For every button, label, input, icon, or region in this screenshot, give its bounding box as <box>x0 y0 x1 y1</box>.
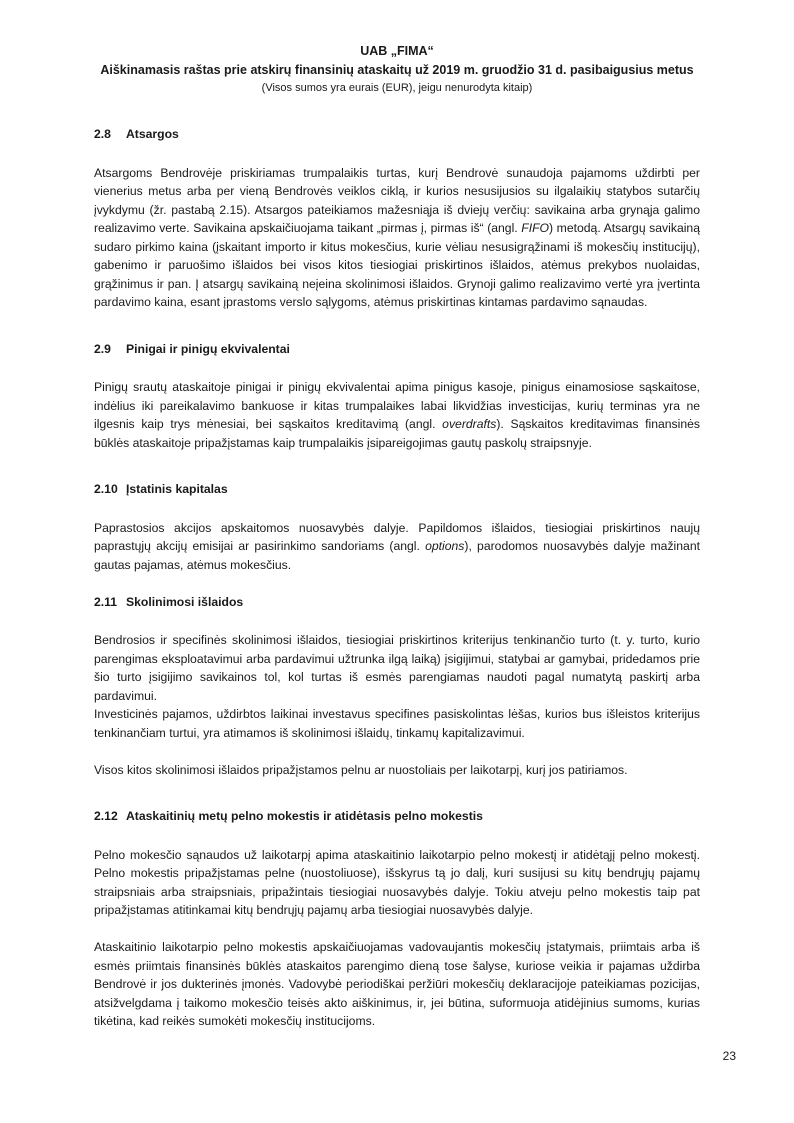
currency-note: (Visos sumos yra eurais (EUR), jeigu nenurodyta kitaip) <box>261 82 533 94</box>
page-number: 23 <box>722 1049 736 1063</box>
section-number: 2.10 <box>94 482 118 496</box>
paragraph: Pinigų srautų ataskaitoje pinigai ir pinigų ekvivalentai apima pinigus kasoje, pinigus einamosiose sąskaitose, indėlius iki pareikalavimo bankuose ir kitas trumpalaikes labai likvidžias investicijas, kurių terminas yra ne ilgesnis kaip trys mėnesiai, bei sąskaitos kreditavimą (angl. overdrafts). Sąskaitos kreditavimas finansinės būklės ataskaitoje pripažįstamas kaip trumpalaikis įsipareigojimas gautų paskolų straipsnyje. <box>94 380 701 450</box>
paragraph: Paprastosios akcijos apskaitomos nuosavybės dalyje. Papildomos išlaidos, tiesiogiai priskirtinos naujų paprastųjų akcijų emisijai ar pasirinkimo sandoriams (angl. options), parodomos nuosavybės dalyje mažinant gautas pajamas, atėmus mokesčius. <box>94 520 700 572</box>
section-heading <box>94 807 700 826</box>
section-heading <box>94 480 700 499</box>
section-heading <box>94 125 700 144</box>
section-title: Atsargos <box>126 127 179 141</box>
document-header <box>94 42 700 97</box>
section-number: 2.11 <box>94 594 118 609</box>
section-title: Įstatinis kapitalas <box>126 482 228 496</box>
paragraph: Visos kitos skolinimosi išlaidos pripažįstamos pelnu ar nuostoliais per laikotarpį, kurį jos patiriamos. <box>94 762 628 777</box>
section-heading <box>94 593 700 612</box>
paragraph: Ataskaitinio laikotarpio pelno mokestis apskaičiuojamas vadovaujantis mokesčių įstatymais, priimtais arba iš esmės priimtais finansinės būklės ataskaitos parengimo dieną tose šalyse, kuriose veikia ir pajamas uždirba Bendrovė ir jos dukterinės įmonės. Vadovybė periodiškai peržiūri mokesčių deklaracijoje pateikiamas pozicijas, atsižvelgdama į taikomo mokesčio teisės akto aiškinimus, ir, jei būtina, suformuoja atidėjinius sumoms, kurias tikėtina, kad reikės sumokėti mokesčių institucijoms. <box>94 940 700 1028</box>
sections <box>94 125 700 1031</box>
paragraph: Investicinės pajamos, uždirbtos laikinai investavus specifines pasiskolintas lėšas, kurios bus išleistos kriterijus tenkinančiam turtui, yra atimamos iš skolinimosi išlaidų, tinkamų kapitalizavimui. <box>94 707 700 740</box>
section-title: Pinigai ir pinigų ekvivalentai <box>126 341 290 356</box>
section-number: 2.12 <box>94 809 118 823</box>
section-number: 2.8 <box>94 127 111 141</box>
document-title: Aiškinamasis raštas prie atskirų finansinių ataskaitų už 2019 m. gruodžio 31 d. pasibaigusius metus <box>100 63 694 77</box>
section-heading <box>94 340 700 359</box>
section-number: 2.9 <box>94 341 111 356</box>
company-name: UAB „FIMA“ <box>360 44 434 58</box>
paragraph: Pelno mokesčio sąnaudos už laikotarpį apima ataskaitinio laikotarpio pelno mokestį ir atidėtąjį pelno mokestį. Pelno mokestis pripažįstamas pelne (nuostoliuose), išskyrus tą jo dalį, kuri susijusi su kitų bendrųjų pajamų straipsniais arba straipsniais, pripažintais tiesiogiai nuosavybės dalyje. Tokiu atveju pelno mokestis taip pat pripažįstamas atitinkamai kitų bendrųjų pajamų arba tiesiogiai nuosavybės dalyje. <box>94 847 700 917</box>
paragraph: Bendrosios ir specifinės skolinimosi išlaidos, tiesiogiai priskirtinos kriterijus tenkinančio turto (t. y. turto, kurio parengimas eksploatavimui arba pardavimui užtrunka ilgą laiką) įsigijimui, statybai ar gamybai, pridedamos prie šio turto įsigijimo savikainos tol, kol turtas iš esmės parengiamas naudoti pagal numatytą paskirtį arba pardavimui. <box>94 633 700 703</box>
section-title: Skolinimosi išlaidos <box>126 594 244 609</box>
section-title: Ataskaitinių metų pelno mokestis ir atidėtasis pelno mokestis <box>126 809 483 823</box>
paragraph: Atsargoms Bendrovėje priskiriamas trumpalaikis turtas, kurį Bendrovė sunaudoja pajamoms uždirbti per vienerius metus arba per vieną Bendrovės veiklos ciklą, ir kurios nesusijusios su ilgalaikių statybos sutarčių įvykdymu (žr. pastabą 2.15). Atsargos pateikiamos mažesniąja iš dviejų verčių: savikaina arba grynąja galimo realizavimo verte. Savikaina apskaičiuojama taikant „pirmas į, pirmas iš“ (angl. FIFO) metodą. Atsargų savikainą sudaro pirkimo kaina (įskaitant importo ir kitus mokesčius, kurie vėliau nesusigrąžinami iš mokesčių institucijų), gabenimo ir paruošimo išlaidos bei visos kitos tiesiogiai priskirtinos išlaidos, atėmus prekybos nuolaidas, grąžinimus ir pan. Į atsargų savikainą neįeina skolinimosi išlaidos. Grynoji galimo realizavimo vertė yra įvertinta pardavimo kaina, esant įprastoms verslo sąlygoms, atėmus priskirtinas kintamas pardavimo sąnaudas. <box>94 165 700 309</box>
